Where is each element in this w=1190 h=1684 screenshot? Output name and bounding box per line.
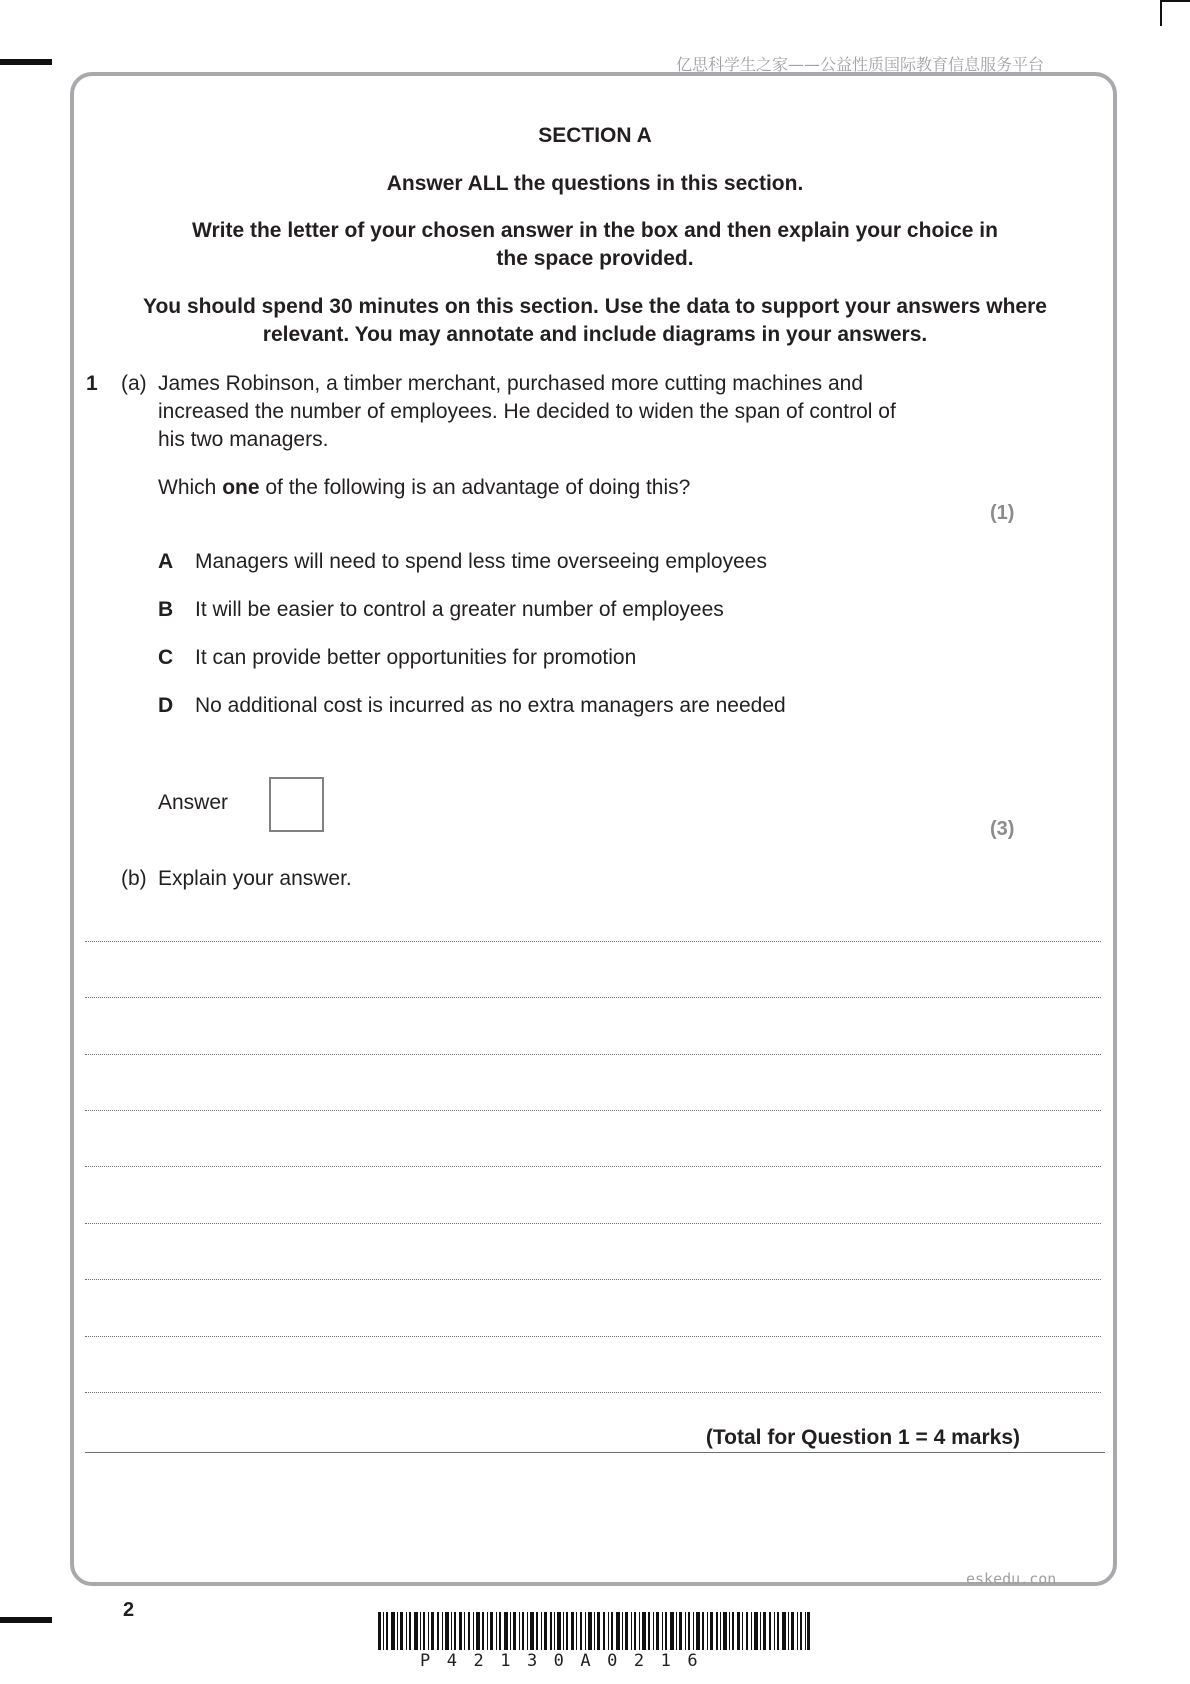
part-b-text: Explain your answer. xyxy=(158,867,352,890)
question-total: (Total for Question 1 = 4 marks) xyxy=(705,1426,1020,1449)
answer-box[interactable] xyxy=(269,777,324,832)
option-b-text: It will be easier to control a greater number of employees xyxy=(195,598,724,621)
edge-mark-top-left xyxy=(0,59,52,65)
part-b-label: (b) xyxy=(121,867,147,890)
watermark-bottom: eskedu.con xyxy=(966,1570,1057,1588)
answer-line[interactable] xyxy=(85,1279,1101,1280)
question-stem-line-1: James Robinson, a timber merchant, purchased more cutting machines and xyxy=(158,372,864,395)
instruction-line-2b: the space provided. xyxy=(496,247,694,270)
question-number: 1 xyxy=(86,372,98,395)
instruction-line-3a: You should spend 30 minutes on this section. Use the data to support your answers where xyxy=(143,295,1047,318)
answer-line[interactable] xyxy=(85,1392,1101,1393)
total-rule xyxy=(85,1452,1105,1453)
option-d-letter: D xyxy=(158,694,174,717)
option-a-text: Managers will need to spend less time overseeing employees xyxy=(195,550,767,573)
option-d-text: No additional cost is incurred as no extra managers are needed xyxy=(195,694,786,717)
instruction-line-1: Answer ALL the questions in this section. xyxy=(386,172,804,195)
prompt-before: Which xyxy=(158,476,223,499)
answer-line[interactable] xyxy=(85,1110,1101,1111)
part-b-marks: (3) xyxy=(990,818,1015,840)
question-stem-line-2: increased the number of employees. He decided to widen the span of control of xyxy=(158,400,896,423)
edge-mark-bottom-left xyxy=(0,1617,52,1623)
part-a-label: (a) xyxy=(121,372,147,395)
option-a-letter: A xyxy=(158,550,174,573)
option-c-letter: C xyxy=(158,646,174,669)
edge-mark-top-right xyxy=(1160,0,1162,26)
section-heading: SECTION A xyxy=(538,124,652,147)
instruction-line-2a: Write the letter of your chosen answer in the box and then explain your choice in xyxy=(192,219,998,242)
question-stem-line-3: his two managers. xyxy=(158,428,329,451)
barcode-number: P42130A0216 xyxy=(420,1651,715,1671)
barcode-image xyxy=(378,1612,810,1650)
prompt-after: of the following is an advantage of doing this? xyxy=(259,476,691,499)
answer-line[interactable] xyxy=(85,1336,1101,1337)
answer-line[interactable] xyxy=(85,941,1101,942)
edge-mark-top-right-h xyxy=(1160,0,1190,2)
answer-line[interactable] xyxy=(85,1166,1101,1167)
option-b-letter: B xyxy=(158,598,174,621)
answer-line[interactable] xyxy=(85,1054,1101,1055)
instruction-line-3b: relevant. You may annotate and include diagrams in your answers. xyxy=(262,323,928,346)
part-a-marks: (1) xyxy=(990,502,1015,524)
answer-line[interactable] xyxy=(85,1223,1101,1224)
question-prompt xyxy=(158,474,690,502)
answer-line[interactable] xyxy=(85,997,1101,998)
watermark-top: 亿思科学生之家——公益性质国际教育信息服务平台 xyxy=(676,55,1045,74)
page-number: 2 xyxy=(123,1599,135,1621)
option-c-text: It can provide better opportunities for promotion xyxy=(195,646,637,669)
answer-label: Answer xyxy=(158,791,229,814)
prompt-bold: one xyxy=(222,476,260,499)
